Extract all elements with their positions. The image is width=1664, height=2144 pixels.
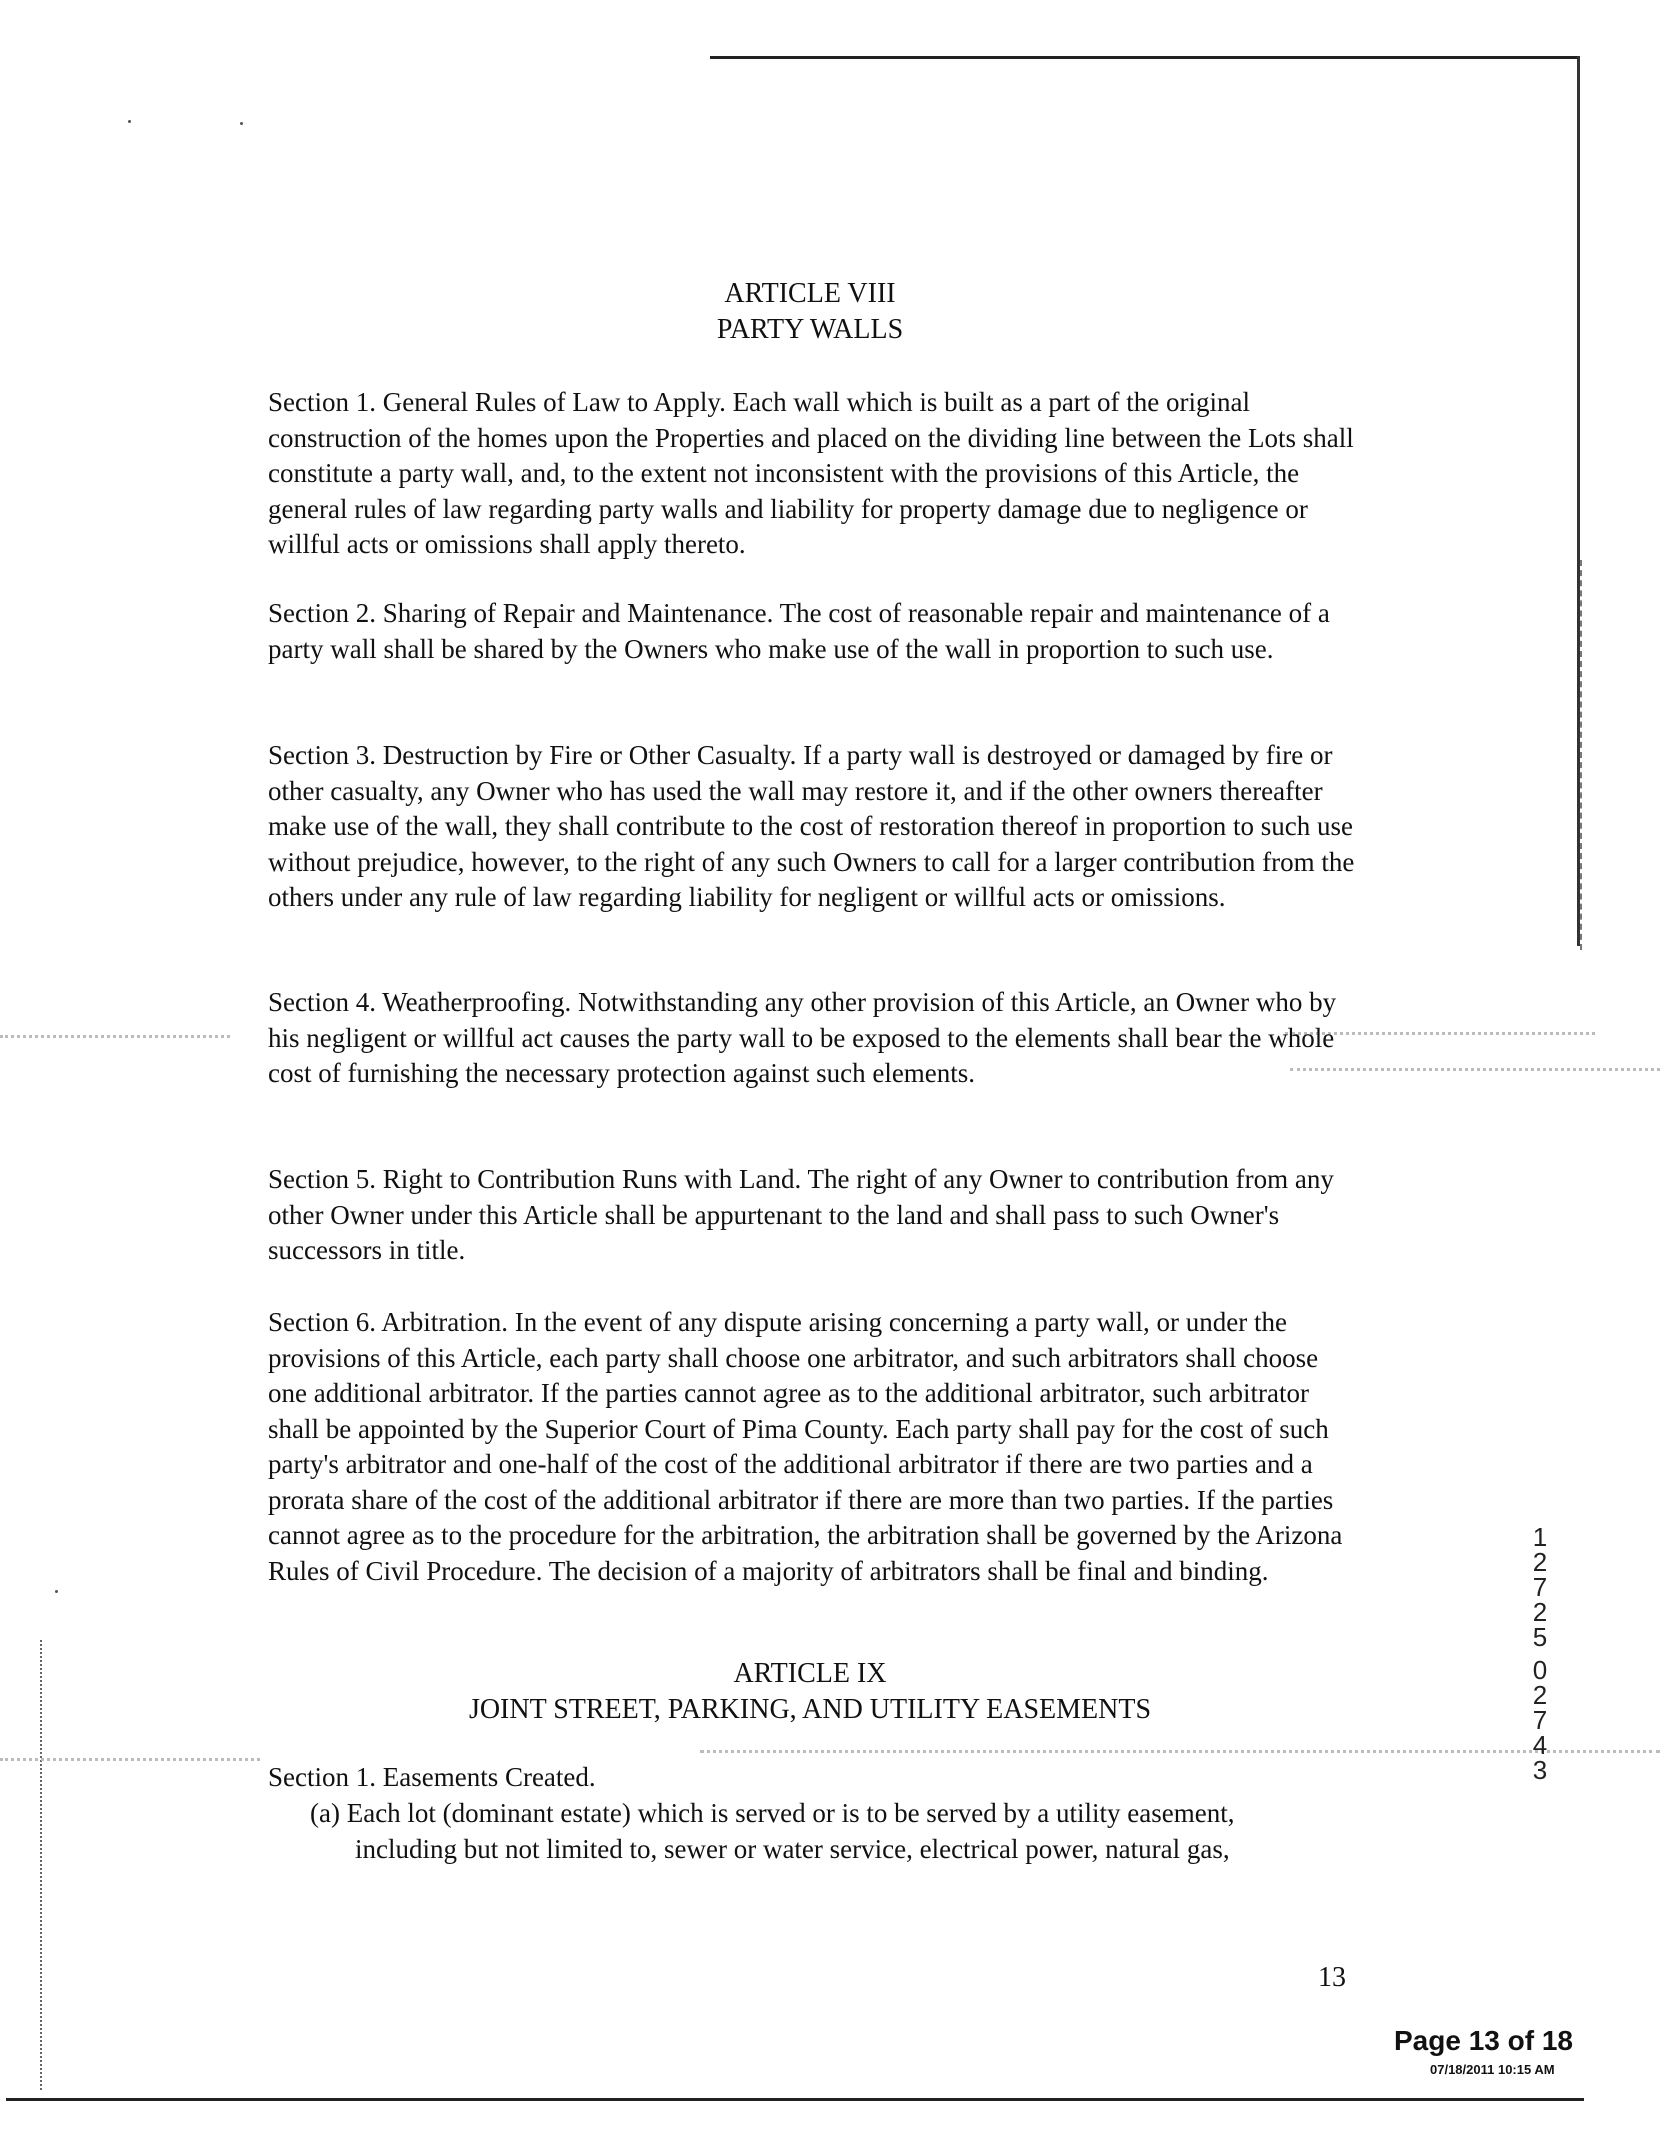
frame-left-dotted-rule [40, 1640, 42, 2090]
section-paragraph: Section 4. Weatherproofing. Notwithstanding any other provision of this Article, an Owner who by his negligent or willful act causes the party wall to be exposed to the elements shall bear the whole cost of furnishing the necessary protection against such elements. [268, 987, 1337, 1088]
article-title: ARTICLE IX [733, 1658, 887, 1689]
scan-speck [240, 122, 243, 125]
frame-top-rule [710, 56, 1580, 59]
timestamp: 07/18/2011 10:15 AM [1430, 2062, 1555, 2077]
frame-bottom-rule [6, 2098, 1584, 2101]
article-title: ARTICLE VIII [724, 278, 896, 309]
scan-speck [128, 120, 131, 123]
scan-noise [0, 1758, 260, 1764]
page-number: 13 [1318, 1962, 1346, 1993]
section-paragraph: Section 3. Destruction by Fire or Other Casualty. If a party wall is destroyed or damaged by fire or other casualty, any Owner who has used the wall may restore it, and if the other owners thereafter make use of the wall, they shall contribute to the cost of restoration thereof in proportion to such use without prejudice, however, to the right of any such Owners to call for a larger contribution from the others under any rule of law regarding liability for negligent or willful acts or omissions. [268, 740, 1355, 912]
list-item: (a) Each lot (dominant estate) which is served or is to be served by a utility easement, including but not limited to, sewer or water service, electrical power, natural gas, [310, 1798, 1235, 1864]
frame-right-dashed-rule [1580, 560, 1582, 950]
scan-speck [55, 1590, 58, 1593]
scan-noise [700, 1750, 1660, 1756]
article-subtitle: JOINT STREET, PARKING, AND UTILITY EASEMENTS [468, 1694, 1152, 1725]
section-paragraph: Section 1. General Rules of Law to Apply. Each wall which is built as a part of the original construction of the homes upon the Properties and placed on the dividing line between the Lots shall constitute a party wall, and, to the extent not inconsistent with the provisions of this Article, the general rules of law regarding party walls and liability for property damage due to negligence or willful acts or omissions shall apply thereto. [268, 387, 1354, 559]
scan-noise [0, 1035, 230, 1041]
recording-number: 1 2 7 2 5 0 2 7 4 3 [1532, 1522, 1548, 1785]
section-heading: Section 1. Easements Created. [268, 1762, 596, 1792]
section-paragraph: Section 2. Sharing of Repair and Maintenance. The cost of reasonable repair and maintenance of a party wall shall be shared by the Owners who make use of the wall in proportion to such use. [268, 598, 1330, 664]
page-of-count: Page 13 of 18 [1394, 2025, 1573, 2056]
section-paragraph: Section 6. Arbitration. In the event of any dispute arising concerning a party wall, or under the provisions of this Article, each party shall choose one arbitrator, and such arbitrators shall choose one additional arbitrator. If the parties cannot agree as to the additional arbitrator, such arbitrator shall be appointed by the Superior Court of Pima County. Each party shall pay for the cost of such party's arbitrator and one-half of the cost of the additional arbitrator if there are two parties and a prorata share of the cost of the additional arbitrator if there are more than two parties. If the parties cannot agree as to the procedure for the arbitration, the arbitration shall be governed by the Arizona Rules of Civil Procedure. The decision of a majority of arbitrators shall be final and binding. [268, 1307, 1343, 1586]
section-paragraph: Section 5. Right to Contribution Runs with Land. The right of any Owner to contribution from any other Owner under this Article shall be appurtenant to the land and shall pass to such Owner's successors in title. [268, 1164, 1334, 1265]
article-subtitle: PARTY WALLS [716, 314, 904, 345]
